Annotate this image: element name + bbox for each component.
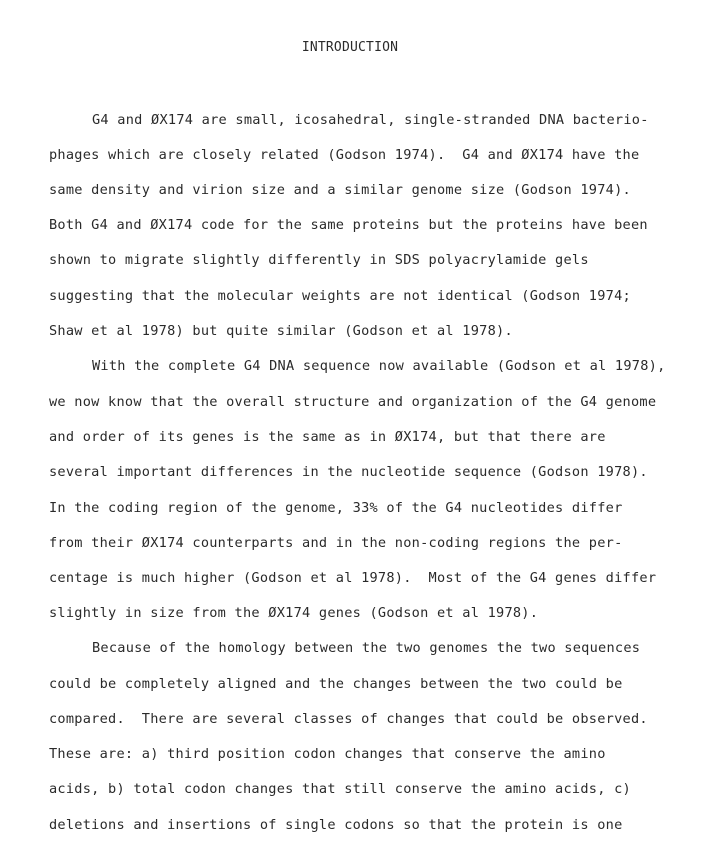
paragraph-2-line-2: we now know that the overall structure and organization of the G4 genome <box>49 394 657 410</box>
page-heading: INTRODUCTION <box>301 40 399 55</box>
paragraph-2-line-6: from their ØX174 counterparts and in the non-coding regions the per- <box>49 535 623 551</box>
paragraph-1-line-4: Both G4 and ØX174 code for the same proteins but the proteins have been <box>49 217 648 233</box>
paragraph-1-line-3: same density and virion size and a similar genome size (Godson 1974). <box>49 182 631 198</box>
paragraph-3-line-4: These are: a) third position codon changes that conserve the amino <box>49 746 606 762</box>
paragraph-2-line-8: slightly in size from the ØX174 genes (Godson et al 1978). <box>49 605 539 621</box>
paragraph-3-line-3: compared. There are several classes of changes that could be observed. <box>49 711 648 727</box>
paragraph-2-line-7: centage is much higher (Godson et al 1978). Most of the G4 genes differ <box>49 570 657 586</box>
paragraph-2-line-4: several important differences in the nucleotide sequence (Godson 1978). <box>49 464 648 480</box>
paragraph-1-line-2: phages which are closely related (Godson 1974). G4 and ØX174 have the <box>49 147 640 163</box>
paragraph-3-line-6: deletions and insertions of single codons so that the protein is one <box>49 817 623 833</box>
paragraph-1-line-5: shown to migrate slightly differently in SDS polyacrylamide gels <box>49 252 589 268</box>
paragraph-2-line-3: and order of its genes is the same as in ØX174, but that there are <box>49 429 606 445</box>
paragraph-2-line-1: With the complete G4 DNA sequence now available (Godson et al 1978), <box>92 358 666 374</box>
paragraph-1-line-6: suggesting that the molecular weights are not identical (Godson 1974; <box>49 288 631 304</box>
paragraph-3-line-2: could be completely aligned and the changes between the two could be <box>49 676 623 692</box>
paragraph-3-line-1: Because of the homology between the two genomes the two sequences <box>92 640 641 656</box>
paragraph-3-line-5: acids, b) total codon changes that still conserve the amino acids, c) <box>49 781 631 797</box>
paragraph-2-line-5: In the coding region of the genome, 33% of the G4 nucleotides differ <box>49 500 623 516</box>
paragraph-1-line-7: Shaw et al 1978) but quite similar (Godson et al 1978). <box>49 323 513 339</box>
paragraph-1-line-1: G4 and ØX174 are small, icosahedral, single-stranded DNA bacterio- <box>92 112 649 128</box>
